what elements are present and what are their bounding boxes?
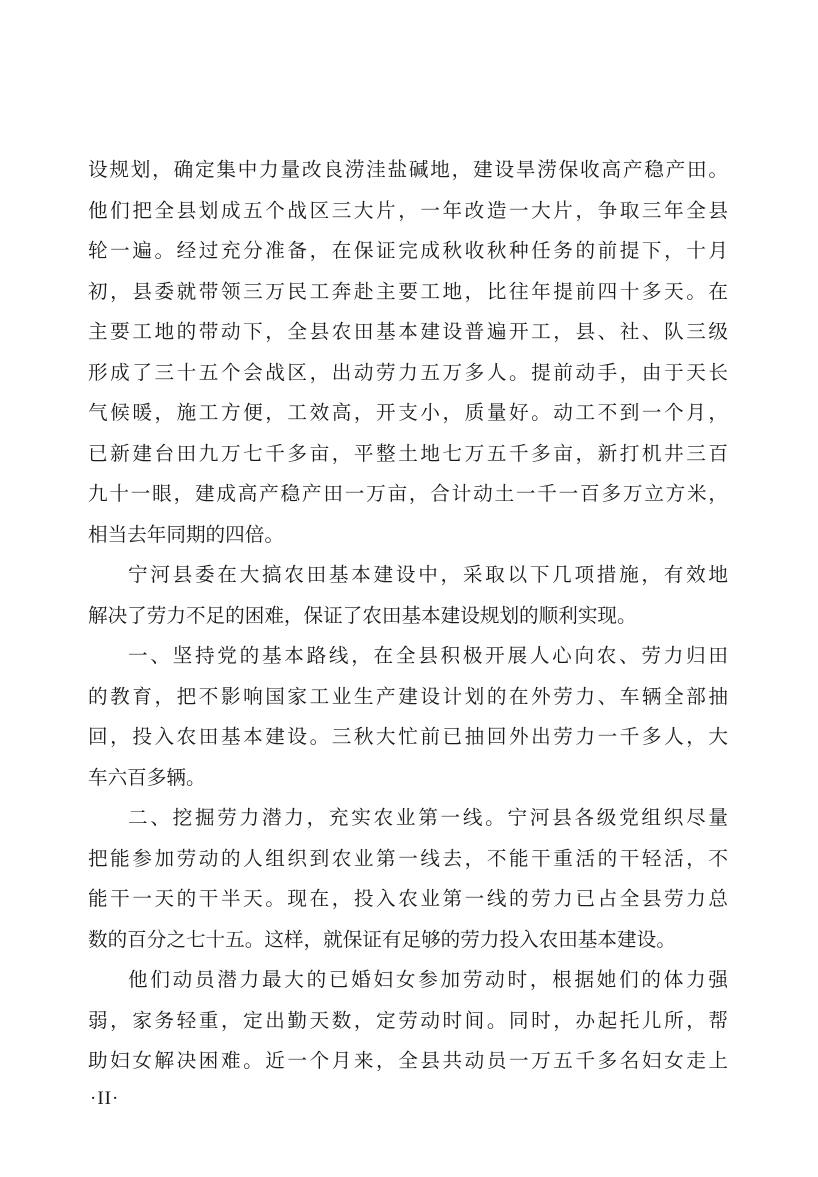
text-line: 九十一眼，建成高产稳产田一万亩，合计动土一千一百多万立方米，: [88, 482, 728, 505]
text-line: 初，县委就带领三万民工奔赴主要工地，比往年提前四十多天。在: [88, 279, 728, 303]
text-line: 助妇女解决困难。近一个月来，全县共动员一万五千多名妇女走上: [88, 1049, 728, 1072]
body-text: [88, 150, 728, 1082]
paragraph: [88, 636, 728, 798]
text-line: 弱，家务轻重，定出勤天数，定劳动时间。同时，办起托儿所，帮: [88, 1008, 728, 1032]
text-line: 能干一天的干半天。现在，投入农业第一线的劳力已占全县劳力总: [88, 887, 728, 910]
text-line: 他们把全县划成五个战区三大片，一年改造一大片，争取三年全县: [88, 198, 728, 222]
text-line: 把能参加劳动的人组织到农业第一线去，不能干重活的干轻活，不: [88, 846, 728, 870]
text-line: 已新建台田九万七千多亩，平整土地七万五千多亩，新打机井三百: [88, 441, 728, 465]
text-line: 他们动员潜力最大的已婚妇女参加劳动时，根据她们的体力强: [128, 968, 728, 991]
text-line: 主要工地的带动下，全县农田基本建设普遍开工，县、社、队三级: [88, 320, 728, 343]
text-line: 相当去年同期的四倍。: [88, 522, 284, 546]
paragraph: [88, 960, 728, 1082]
paragraph: [88, 555, 728, 636]
text-line: 宁河县委在大搞农田基本建设中，采取以下几项措施，有效地: [128, 563, 728, 586]
text-line: 一、坚持党的基本路线，在全县积极开展人心向农、劳力归田: [128, 644, 728, 667]
text-line: 车六百多辆。: [88, 765, 206, 789]
paragraph: [88, 798, 728, 960]
text-line: 气候暖，施工方便，工效高，开支小，质量好。动工不到一个月，: [88, 401, 728, 424]
text-line: 形成了三十五个会战区，出动劳力五万多人。提前动手，由于天长: [88, 360, 728, 384]
text-line: 回，投入农田基本建设。三秋大忙前已抽回外出劳力一千多人，大: [88, 725, 728, 748]
text-line: 设规划，确定集中力量改良涝洼盐碱地，建设旱涝保收高产稳产田。: [88, 158, 728, 181]
text-line: 数的百分之七十五。这样，就保证有足够的劳力投入农田基本建设。: [88, 927, 676, 951]
text-line: 二、挖掘劳力潜力，充实农业第一线。宁河县各级党组织尽量: [128, 806, 728, 829]
text-line: 轮一遍。经过充分准备，在保证完成秋收秋种任务的前提下，十月: [88, 239, 728, 262]
page-number: ·II·: [90, 1088, 120, 1109]
paragraph: [88, 150, 728, 555]
text-line: 解决了劳力不足的困难，保证了农田基本建设规划的顺利实现。: [88, 603, 637, 627]
text-line: 的教育，把不影响国家工业生产建设计划的在外劳力、车辆全部抽: [88, 684, 728, 708]
